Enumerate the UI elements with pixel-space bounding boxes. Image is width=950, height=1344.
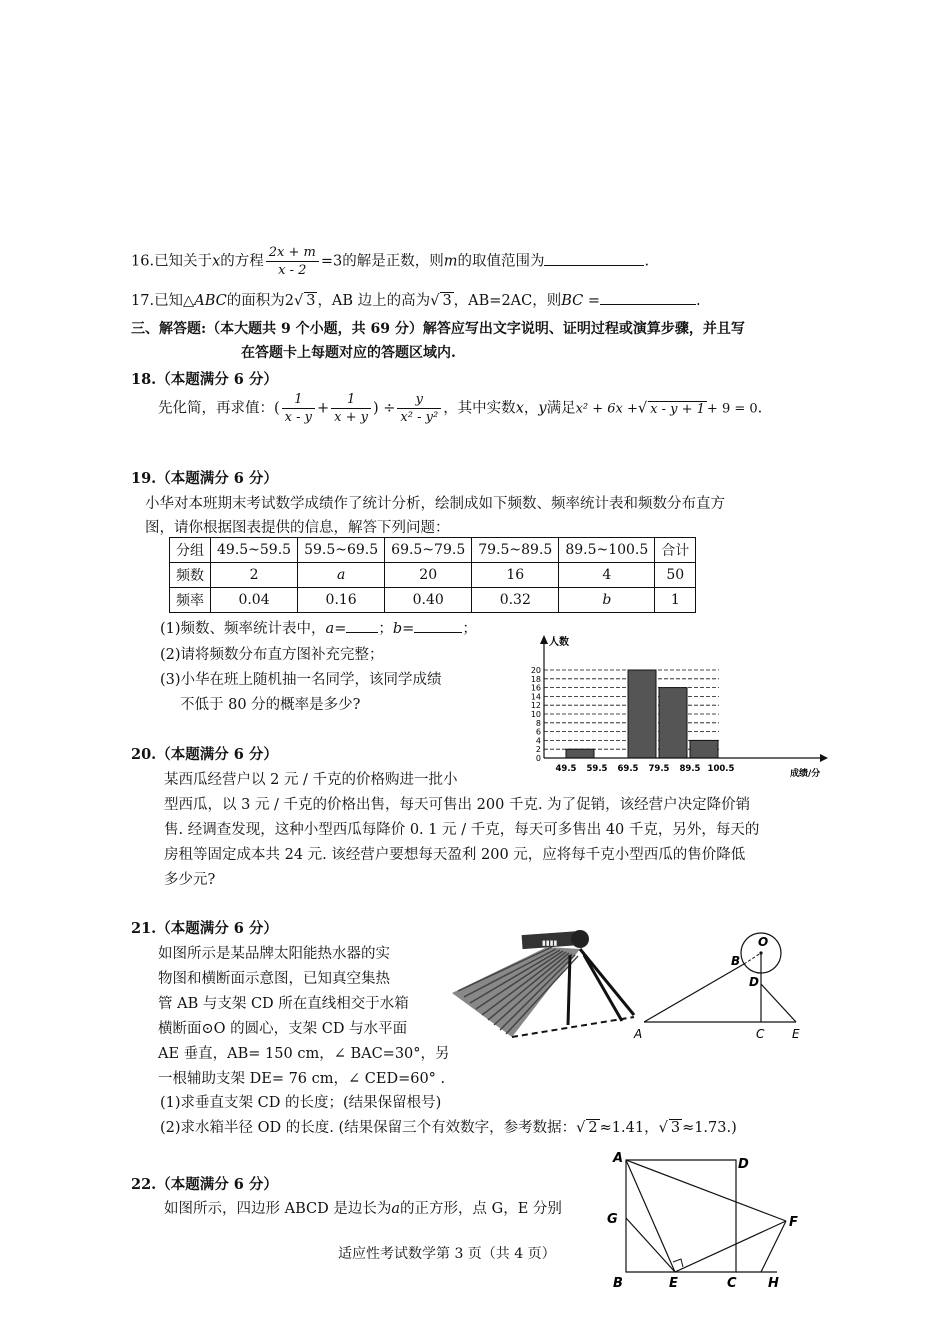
- q16-end: .: [644, 253, 650, 270]
- q18-text-b: ，其中实数: [443, 400, 516, 417]
- q22-header: 22.（本题满分 6 分）: [131, 1176, 278, 1193]
- q16: [131, 245, 649, 278]
- table-cell: 59.5~69.5: [298, 538, 385, 563]
- q21-sub2: (2)求水箱半径 OD 的长度. (结果保留三个有效数字，参考数据：√ 2 ≈1.41，√ 3 ≈1.73.): [160, 1120, 737, 1136]
- y-tick-label: 4: [535, 736, 541, 746]
- table-cell: 0.04: [211, 588, 298, 613]
- page-footer: 适应性考试数学第 3 页（共 4 页）: [338, 1246, 556, 1262]
- section3-line1: 三、解答题:（本大题共 9 个小题，共 69 分）解答应写出文字说明、证明过程或演算步骤，并且写: [131, 321, 745, 337]
- q20-line5: 多少元?: [164, 872, 216, 888]
- table-row: [170, 538, 696, 563]
- y-axis-label: 人数: [549, 637, 569, 648]
- histogram-bar: [659, 688, 687, 758]
- q21-line2: 物图和横断面示意图，已知真空集热: [158, 971, 390, 987]
- q18-f2-den: x + y: [334, 410, 368, 425]
- q22-var-a: a: [391, 1201, 400, 1217]
- q19-sub1-text: (1)频数、频率统计表中，: [160, 621, 326, 637]
- solar-heater-photo: [452, 925, 637, 1040]
- q18-f2-num: 1: [331, 392, 371, 409]
- table-row: [170, 588, 696, 613]
- y-tick-label: 16: [530, 683, 541, 693]
- label-d: D: [738, 1157, 749, 1172]
- square-abcd: [626, 1160, 736, 1272]
- table-cell: 分组: [170, 538, 211, 563]
- histogram-bar: [628, 670, 656, 758]
- q18-frac-3: [397, 392, 441, 425]
- q16-fraction: [266, 245, 319, 278]
- q18-var-x: x: [515, 400, 524, 417]
- q21-sub1: (1)求垂直支架 CD 的长度；(结果保留根号): [160, 1095, 442, 1111]
- label-f: F: [789, 1215, 798, 1230]
- q19-header: 19.（本题满分 6 分）: [131, 470, 278, 487]
- q18-header: 18.（本题满分 6 分）: [131, 371, 278, 388]
- y-tick-label: 18: [530, 674, 541, 684]
- x-tick-label: 69.5: [617, 764, 639, 774]
- q17-height-rad: 3: [442, 293, 452, 309]
- q19-sub1-var-a: a: [325, 621, 335, 637]
- right-angle-mark: [673, 1259, 683, 1267]
- table-cell: 50: [655, 563, 696, 588]
- q17-end: .: [696, 293, 701, 309]
- histogram-bar: [566, 749, 594, 758]
- q18-f1-den: x - y: [284, 410, 312, 425]
- q21-line1: 如图所示是某品牌太阳能热水器的实: [158, 946, 390, 962]
- q16-answer-blank[interactable]: [544, 265, 644, 266]
- table-cell: 0.16: [298, 588, 385, 613]
- q17: 17.已知△ABC的面积为2√ 3 ，AB 边上的高为√ 3 ，AB=2AC，则BC = .: [131, 293, 701, 309]
- q18-cond-b: + 9 = 0: [706, 401, 758, 417]
- y-tick-label: 2: [535, 745, 541, 755]
- q20-line3: 售. 经调查发现，这种小型西瓜每降价 0. 1 元 / 千克，每天可多售出 40 千克，另外，每天的: [164, 822, 760, 838]
- q16-var-m: m: [443, 253, 458, 270]
- q22-line1-text: 如图所示，四边形 ABCD 是边长为: [164, 1201, 392, 1217]
- q18-div: ) ÷: [373, 400, 396, 417]
- histogram-x-ticks: [556, 764, 735, 774]
- q18-cond-a: x² + 6x +: [575, 401, 638, 417]
- label-b: B: [731, 954, 741, 968]
- q19-intro2: 图，请你根据图表提供的信息，解答下列问题：: [145, 520, 450, 536]
- q17-number: 17.: [131, 293, 155, 309]
- line-ae: [626, 1160, 675, 1272]
- q17-text-d: ，AB=2AC，则: [453, 293, 562, 309]
- table-row: [170, 563, 696, 588]
- q21-sub2-approx2: ≈1.73.): [682, 1120, 737, 1136]
- q17-eq: =: [583, 293, 601, 309]
- table-cell: 79.5~89.5: [472, 538, 559, 563]
- x-axis-arrow: [820, 754, 828, 762]
- table-cell: 1: [655, 588, 696, 613]
- q18-plus: +: [317, 400, 330, 417]
- table-cell: 4: [559, 563, 655, 588]
- table-cell: 合计: [655, 538, 696, 563]
- cross-section-diagram: [630, 928, 810, 1043]
- q16-var-x: x: [212, 253, 221, 270]
- table-cell: 0.32: [472, 588, 559, 613]
- label-d: D: [749, 975, 759, 989]
- table-cell: b: [559, 588, 655, 613]
- q21-line3: 管 AB 与支架 CD 所在直线相交于水箱: [158, 996, 409, 1012]
- y-tick-label: 0: [535, 754, 541, 763]
- y-tick-label: 6: [535, 727, 541, 737]
- q18-var-y: y: [538, 400, 547, 417]
- q18-text-c: 满足: [546, 400, 576, 417]
- q19-sub1-sep: ；: [378, 621, 393, 637]
- q19-blank-b[interactable]: [414, 632, 462, 633]
- q16-text-a: 已知关于: [154, 253, 213, 270]
- q18-body: 先化简，再求值：( $\frac{1}{x - y}$ + $\frac{1}{x + y}$ ) ÷ $\frac{y}{\text{x² - y²}}$ ，其中实数x，y满足x² + 6x +√ x - y + 1 + 9 = 0.: [158, 392, 763, 425]
- label-c: C: [756, 1027, 765, 1041]
- q19-sub1-eq2: =: [402, 621, 415, 637]
- x-axis-label: 成绩/分: [790, 769, 821, 779]
- table-cell: 16: [472, 563, 559, 588]
- y-tick-label: 10: [530, 710, 541, 719]
- q21-line4: 横断面⊙O 的圆心，支架 CD 与水平面: [158, 1021, 408, 1037]
- q16-number: 16.: [131, 253, 155, 270]
- q22-line1: [164, 1197, 562, 1218]
- line-ef: [675, 1221, 786, 1272]
- table-cell: 2: [211, 563, 298, 588]
- y-tick-label: 8: [535, 718, 541, 728]
- q18-end: .: [757, 400, 763, 417]
- label-e: E: [792, 1027, 800, 1041]
- q17-text-b: 的面积为: [226, 293, 285, 309]
- table-cell: 频数: [170, 563, 211, 588]
- q18-f1-num: 1: [282, 392, 315, 409]
- label-a: A: [613, 1151, 624, 1166]
- frequency-table: [169, 537, 696, 613]
- q17-text-a: 已知△: [154, 293, 195, 309]
- line-fh: [761, 1221, 786, 1272]
- q17-abc: ABC: [194, 293, 227, 309]
- line-ge: [626, 1218, 675, 1272]
- q22-line1-tail: 的正方形，点 G，E 分别: [400, 1201, 562, 1217]
- svg-text:▮▮▮▮: ▮▮▮▮: [542, 939, 558, 947]
- q17-area-rad: 3: [306, 293, 316, 309]
- q20-line2: 型西瓜，以 3 元 / 千克的价格出售，每天可售出 200 千克. 为了促销，该经营户决定降价销: [164, 797, 751, 813]
- q17-bc: BC: [561, 293, 584, 309]
- y-tick-label: 20: [530, 666, 541, 675]
- q21-sub2-approx1: ≈1.41，: [599, 1120, 659, 1136]
- histogram-bar: [690, 740, 718, 758]
- q19-intro1: 小华对本班期末考试数学成绩作了统计分析，绘制成如下频数、频率统计表和频数分布直方: [145, 496, 725, 512]
- label-g: G: [607, 1212, 618, 1227]
- table-cell: 20: [385, 563, 472, 588]
- q19-sub1-var-b: b: [392, 621, 403, 637]
- x-tick-label: 59.5: [586, 764, 608, 774]
- q16-frac-num: 2x + m: [266, 245, 319, 262]
- q21-line5: AE 垂直，AB= 150 cm，∠ BAC=30°，另: [158, 1046, 450, 1062]
- section3-line2: 在答题卡上每题对应的答题区域内.: [241, 345, 456, 361]
- q20-line4: 房租等固定成本共 24 元. 该经营户要想每天盈利 200 元，应将每千克小型西瓜的售价降低: [164, 847, 746, 863]
- q16-text-d: 的取值范围为: [457, 253, 545, 270]
- q20-header: 20.（本题满分 6 分）: [131, 746, 278, 763]
- label-o: O: [758, 935, 769, 949]
- y-tick-label: 12: [530, 701, 541, 711]
- q16-text-c: 的解是正数，则: [342, 253, 444, 270]
- q21-sub2-rad2: 3: [670, 1120, 681, 1136]
- q17-answer-blank[interactable]: [600, 304, 696, 305]
- table-cell: 0.40: [385, 588, 472, 613]
- q17-text-c: ，AB 边上的高为: [317, 293, 431, 309]
- q20-line1: 某西瓜经营户以 2 元 / 千克的价格购进一批小: [164, 772, 458, 788]
- q18-comma: ，: [523, 400, 539, 417]
- x-tick-label: 49.5: [555, 764, 577, 774]
- q21-line6: 一根辅助支架 DE= 76 cm，∠ CED=60° .: [158, 1071, 446, 1087]
- collector-tubes: [452, 947, 580, 1037]
- solar-tank: [522, 930, 589, 949]
- q18-cond-rad: x - y + 1: [650, 401, 705, 417]
- q18-frac-1: [282, 392, 315, 425]
- q21-sub2-rad1: 2: [588, 1120, 598, 1136]
- q16-text-b: 的方程: [220, 253, 264, 270]
- q19-blank-a[interactable]: [346, 632, 378, 633]
- line-af: [626, 1160, 786, 1221]
- q18-f3-num: y: [397, 392, 441, 409]
- q19-sub1: [160, 617, 477, 638]
- label-c: C: [727, 1276, 737, 1291]
- q19-sub1-end: ；: [462, 621, 477, 637]
- y-tick-label: 14: [530, 692, 541, 702]
- q19-sub1-eq1: =: [334, 621, 347, 637]
- q16-eq-tail: =3: [320, 253, 343, 270]
- line-bo: [744, 953, 761, 964]
- q21-sub2-text: (2)求水箱半径 OD 的长度. (结果保留三个有效数字，参考数据：: [160, 1120, 577, 1136]
- q16-frac-den: x - 2: [278, 263, 307, 278]
- label-h: H: [768, 1276, 779, 1291]
- table-cell: 69.5~79.5: [385, 538, 472, 563]
- x-tick-label: 89.5: [679, 764, 701, 774]
- y-axis-arrow: [540, 635, 548, 644]
- point-o: [759, 951, 762, 954]
- q18-frac-2: [331, 392, 371, 425]
- line-ab: [644, 964, 744, 1022]
- q19-sub3-line2: 不低于 80 分的概率是多少?: [180, 697, 361, 713]
- frequency-histogram: [520, 630, 840, 780]
- table-cell: a: [298, 563, 385, 588]
- label-e: E: [669, 1276, 678, 1291]
- x-tick-label: 79.5: [648, 764, 670, 774]
- x-tick-label: 100.5: [707, 764, 735, 774]
- table-cell: 49.5~59.5: [211, 538, 298, 563]
- table-cell: 89.5~100.5: [559, 538, 655, 563]
- table-cell: 频率: [170, 588, 211, 613]
- q19-sub2: (2)请将频数分布直方图补充完整；: [160, 647, 384, 663]
- line-de: [761, 984, 796, 1022]
- q18-f3-den: x² - y²: [400, 410, 439, 425]
- label-a: A: [634, 1027, 643, 1041]
- q18-text-a: 先化简，再求值：(: [158, 400, 280, 417]
- q21-header: 21.（本题满分 6 分）: [131, 920, 278, 937]
- square-figure: [605, 1148, 815, 1293]
- histogram-y-ticks: [531, 666, 541, 763]
- q17-area-coef: 2: [284, 293, 294, 309]
- q19-sub3-line1: (3)小华在班上随机抽一名同学，该同学成绩: [160, 672, 442, 688]
- label-b: B: [613, 1276, 623, 1291]
